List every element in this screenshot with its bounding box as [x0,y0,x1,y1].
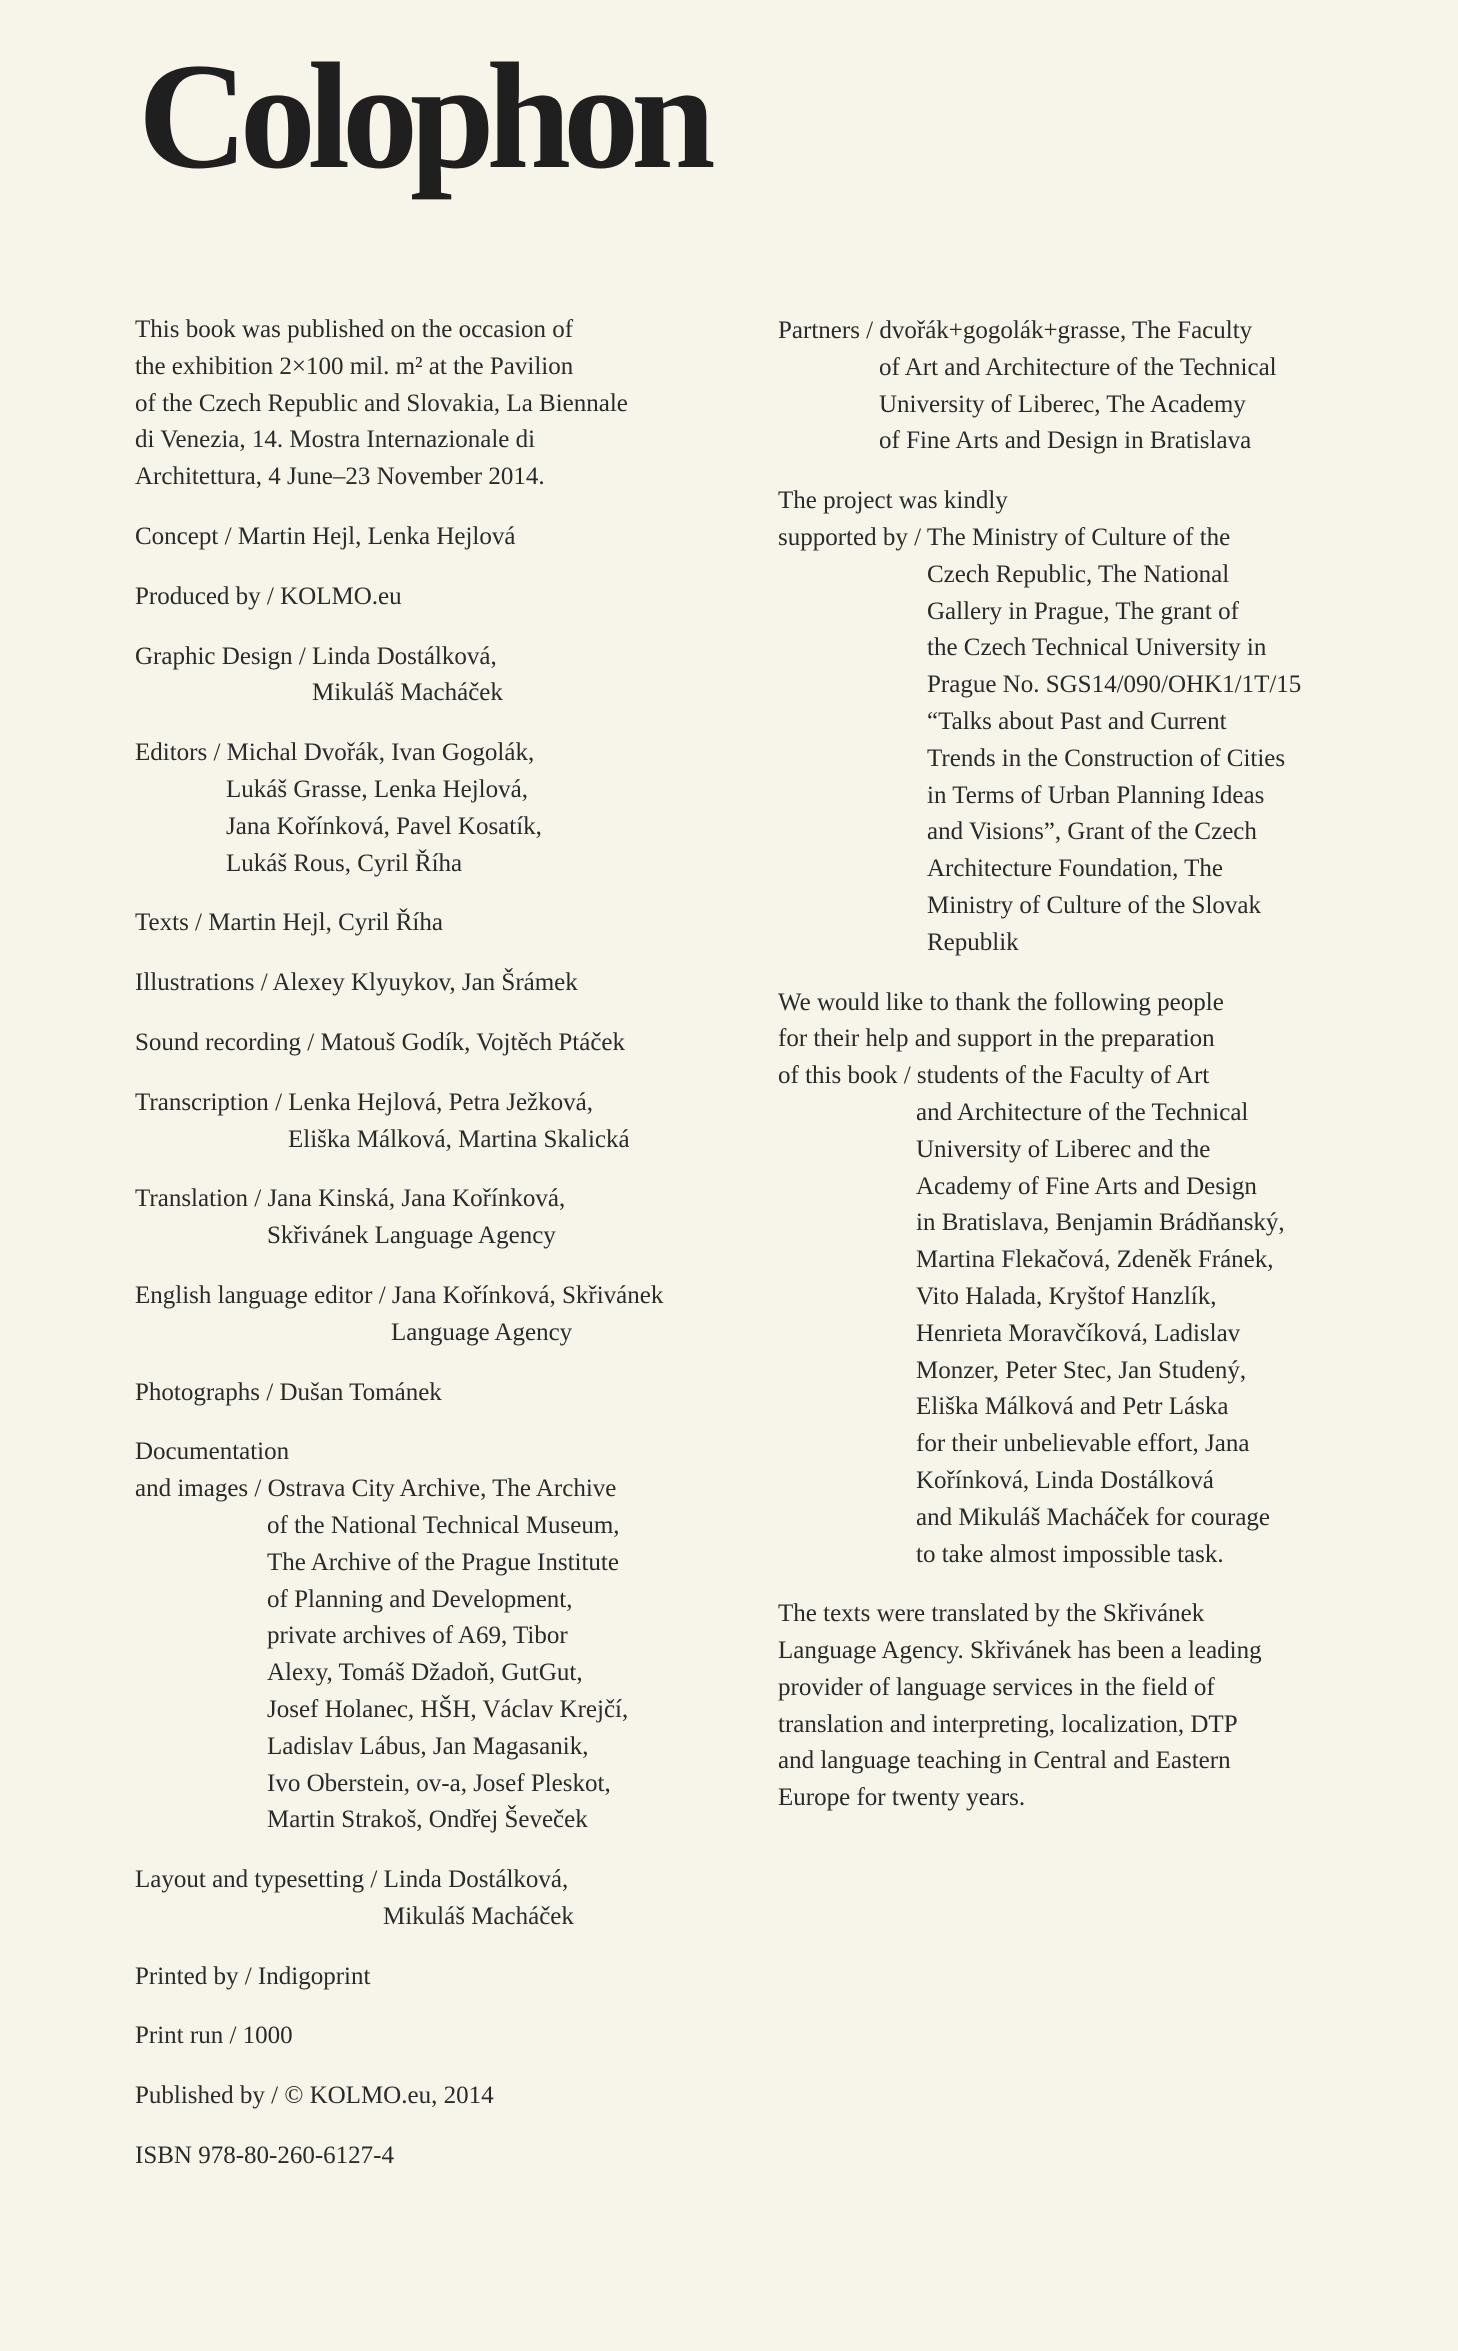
separator-slash: / [260,1378,280,1406]
credit-value: Jana Kořínková, Pavel Kosatík, [226,812,542,840]
credit-value: Ladislav Lábus, Jan Magasanik, [267,1732,589,1760]
credit-label: of this book [778,1062,898,1090]
credit-entry [135,1278,755,1352]
isbn: ISBN 978-80-260-6127-4 [135,2142,395,2170]
credit-entry [778,985,1398,1574]
credit-value: for their unbelievable effort, Jana [916,1430,1250,1458]
credit-row [135,1278,755,1315]
credit-value: The Ministry of Culture of the [926,523,1231,551]
credit-entry [135,905,755,942]
credit-value: University of Liberec, The Academy [879,390,1246,418]
intro-paragraph [135,312,755,496]
credit-label: Print run [135,2022,224,2050]
credit-label: Concept [135,522,219,550]
credit-value: and Mikuláš Macháček for courage [916,1503,1271,1531]
credit-label: Texts [135,909,189,937]
credit-value: the Czech Technical University in [927,634,1267,662]
credit-entry [135,579,755,616]
intro-paragraph-line: of the Czech Republic and Slovakia, La Biennale [135,389,628,417]
separator-slash: / [218,522,238,550]
credit-value: Academy of Fine Arts and Design [916,1172,1257,1200]
separator-slash: / [907,523,927,551]
credit-label: Photographs [135,1378,260,1406]
credit-entry [135,1959,755,1996]
credit-value: Indigoprint [257,1962,371,1990]
credit-value: Language Agency [391,1318,573,1346]
credit-row [135,2078,755,2115]
credit-entry [135,2018,755,2055]
credit-label: Editors [135,739,208,767]
closing-paragraph-line: provider of language services in the field of [778,1673,1215,1701]
credit-label: Printed by [135,1962,239,1990]
credit-value: Jana Kořínková, Skřivánek [391,1281,664,1309]
credit-entry [135,1025,755,1062]
credit-value: Jana Kinská, Jana Kořínková, [267,1185,566,1213]
credit-value: Eliška Málková and Petr Láska [916,1393,1229,1421]
credit-row [135,1025,755,1062]
credit-row [135,1471,755,1508]
credit-row [135,1959,755,1996]
left-column [135,312,755,2198]
credit-row [778,313,1398,350]
credit-value: Martin Strakoš, Ondřej Ševeček [267,1806,588,1834]
credit-label-line: The project was kindly [778,487,1008,515]
credit-value: Lukáš Grasse, Lenka Hejlová, [226,775,528,803]
separator-slash: / [238,1962,258,1990]
credit-value: KOLMO.eu [280,582,402,610]
credit-row [135,1375,755,1412]
credit-value: The Archive of the Prague Institute [267,1548,619,1576]
credit-entry [135,639,755,713]
intro-paragraph-line: This book was published on the occasion of [135,316,574,343]
credit-value: Martin Hejl, Cyril Říha [208,909,443,937]
credit-entry [135,1862,755,1936]
right-column [778,313,1398,1840]
separator-slash: / [268,1088,289,1116]
separator-slash: / [859,317,880,344]
credit-label-line: for their help and support in the preparation [778,1025,1215,1053]
credit-value: Lenka Hejlová, Petra Ježková, [288,1088,594,1116]
separator-slash: / [300,1028,321,1056]
closing-paragraph-line: Europe for twenty years. [778,1784,1026,1812]
closing-paragraph-line: The texts were translated by the Skřivánek [778,1600,1205,1628]
credit-label: Sound recording [135,1028,301,1056]
credit-value: Linda Dostálková, [312,642,497,670]
credit-value: of Art and Architecture of the Technical [879,353,1277,381]
credit-value: Prague No. SGS14/090/OHK1/1T/15 [927,671,1302,699]
credit-entry [135,1085,755,1159]
credit-value: Republik [927,928,1019,956]
credit-value: Architecture Foundation, The [927,855,1223,883]
credit-value: Monzer, Peter Stec, Jan Studený, [916,1356,1247,1384]
credit-label: Graphic Design [135,642,293,670]
credit-value: Martin Hejl, Lenka Hejlová [237,522,516,550]
credit-row [135,1085,755,1122]
separator-slash: / [264,2082,285,2110]
credit-value: Lukáš Rous, Cyril Říha [226,849,463,877]
credit-entry [778,313,1398,460]
credit-entry [135,735,755,882]
credit-label: Illustrations [135,969,255,997]
credit-value: Mikuláš Macháček [312,679,503,707]
separator-slash: / [364,1866,384,1894]
credit-entry [135,965,755,1002]
credit-value: “Talks about Past and Current [927,707,1227,735]
credit-label: Transcription [135,1088,269,1116]
credit-value: Henrieta Moravčíková, Ladislav [916,1319,1241,1347]
credit-row [135,735,755,772]
credit-entry [135,1181,755,1255]
separator-slash: / [207,739,227,767]
separator-slash: / [292,642,313,670]
closing-paragraph [778,1596,1398,1817]
credit-label: and images [135,1475,249,1503]
credit-value: Alexey Klyuykov, Jan Šrámek [272,969,578,997]
credit-value: Ostrava City Archive, The Archive [267,1475,617,1503]
credit-label: English language editor [135,1281,373,1309]
separator-slash: / [188,909,209,937]
credit-value: of Planning and Development, [267,1585,573,1613]
credit-entry [135,1434,755,1839]
separator-slash: / [897,1062,917,1090]
credit-value: and Visions”, Grant of the Czech [927,818,1257,846]
credit-value: 1000 [242,2022,293,2050]
credit-entry [778,483,1398,961]
closing-paragraph-line: translation and interpreting, localization, DTP [778,1710,1238,1738]
credit-label: Produced by [135,582,261,610]
credit-value: Martina Flekačová, Zdeněk Fránek, [916,1246,1274,1274]
credit-value: Alexy, Tomáš Džadoň, GutGut, [267,1659,583,1687]
credit-label: Translation [135,1185,248,1213]
credit-value: Vito Halada, Kryštof Hanzlík, [916,1282,1217,1310]
credit-entry [135,519,755,556]
credit-value: to take almost impossible task. [916,1540,1224,1568]
credit-row [135,1862,755,1899]
intro-paragraph-line: Architettura, 4 June–23 November 2014. [135,463,545,491]
credit-label: Partners [778,317,860,344]
credit-value: Trends in the Construction of Cities [927,744,1286,772]
credit-value: Mikuláš Macháček [383,1902,574,1930]
credit-value: Josef Holanec, HŠH, Václav Krejčí, [267,1695,629,1723]
credit-label-line: Documentation [135,1438,290,1466]
separator-slash: / [248,1475,268,1503]
credit-row [135,579,755,616]
credit-value: Dušan Tománek [279,1378,442,1406]
separator-slash: / [254,969,273,997]
credit-value: in Terms of Urban Planning Ideas [927,781,1265,809]
credit-entry [135,2078,755,2115]
credit-value: Matouš Godík, Vojtěch Ptáček [320,1028,626,1056]
intro-paragraph-line: the exhibition 2×100 mil. m² at the Pavilion [135,352,574,380]
credit-value: Eliška Málková, Martina Skalická [288,1125,630,1153]
separator-slash: / [247,1185,268,1213]
credit-row [135,905,755,942]
credit-value: and Architecture of the Technical [916,1098,1249,1126]
credit-label: Published by [135,2082,265,2110]
credit-value: Czech Republic, The National [927,560,1230,588]
credit-row [135,965,755,1002]
credit-value: private archives of A69, Tibor [267,1622,568,1650]
credit-value: University of Liberec and the [916,1135,1211,1163]
credit-row [778,1058,1398,1095]
credit-value: Skřivánek Language Agency [267,1222,556,1250]
credit-value: of Fine Arts and Design in Bratislava [879,427,1252,455]
credit-value: in Bratislava, Benjamin Brádňanský, [916,1209,1285,1237]
credit-entry [135,1375,755,1412]
credit-value: Gallery in Prague, The grant of [927,597,1239,625]
credit-value: students of the Faculty of Art [916,1062,1210,1090]
credit-value: Kořínková, Linda Dostálková [916,1466,1214,1494]
credit-label: Layout and typesetting [135,1866,365,1894]
credit-value: Linda Dostálková, [383,1866,569,1894]
credit-value: of the National Technical Museum, [267,1511,620,1539]
credit-row [135,639,755,676]
separator-slash: / [260,582,281,610]
credit-row [778,520,1398,557]
page-title: Colophon [138,32,708,200]
credit-label-line: We would like to thank the following people [778,988,1224,1016]
closing-paragraph-line: and language teaching in Central and Eastern [778,1747,1231,1775]
credit-row [135,1181,755,1218]
credit-value: © KOLMO.eu, 2014 [284,2082,494,2110]
credit-value: Michal Dvořák, Ivan Gogolák, [226,739,535,767]
credit-value: Ministry of Culture of the Slovak [927,891,1261,919]
closing-paragraph-line: Language Agency. Skřivánek has been a leading [778,1637,1262,1665]
separator-slash: / [223,2022,243,2050]
intro-paragraph-line: di Venezia, 14. Mostra Internazionale di [135,426,536,454]
credit-row [135,2018,755,2055]
credit-label: supported by [778,523,908,551]
credit-row [135,519,755,556]
credit-value: dvořák+gogolák+grasse, The Faculty [879,317,1253,344]
credit-value: Ivo Oberstein, ov-a, Josef Pleskot, [267,1769,611,1797]
separator-slash: / [372,1281,392,1309]
